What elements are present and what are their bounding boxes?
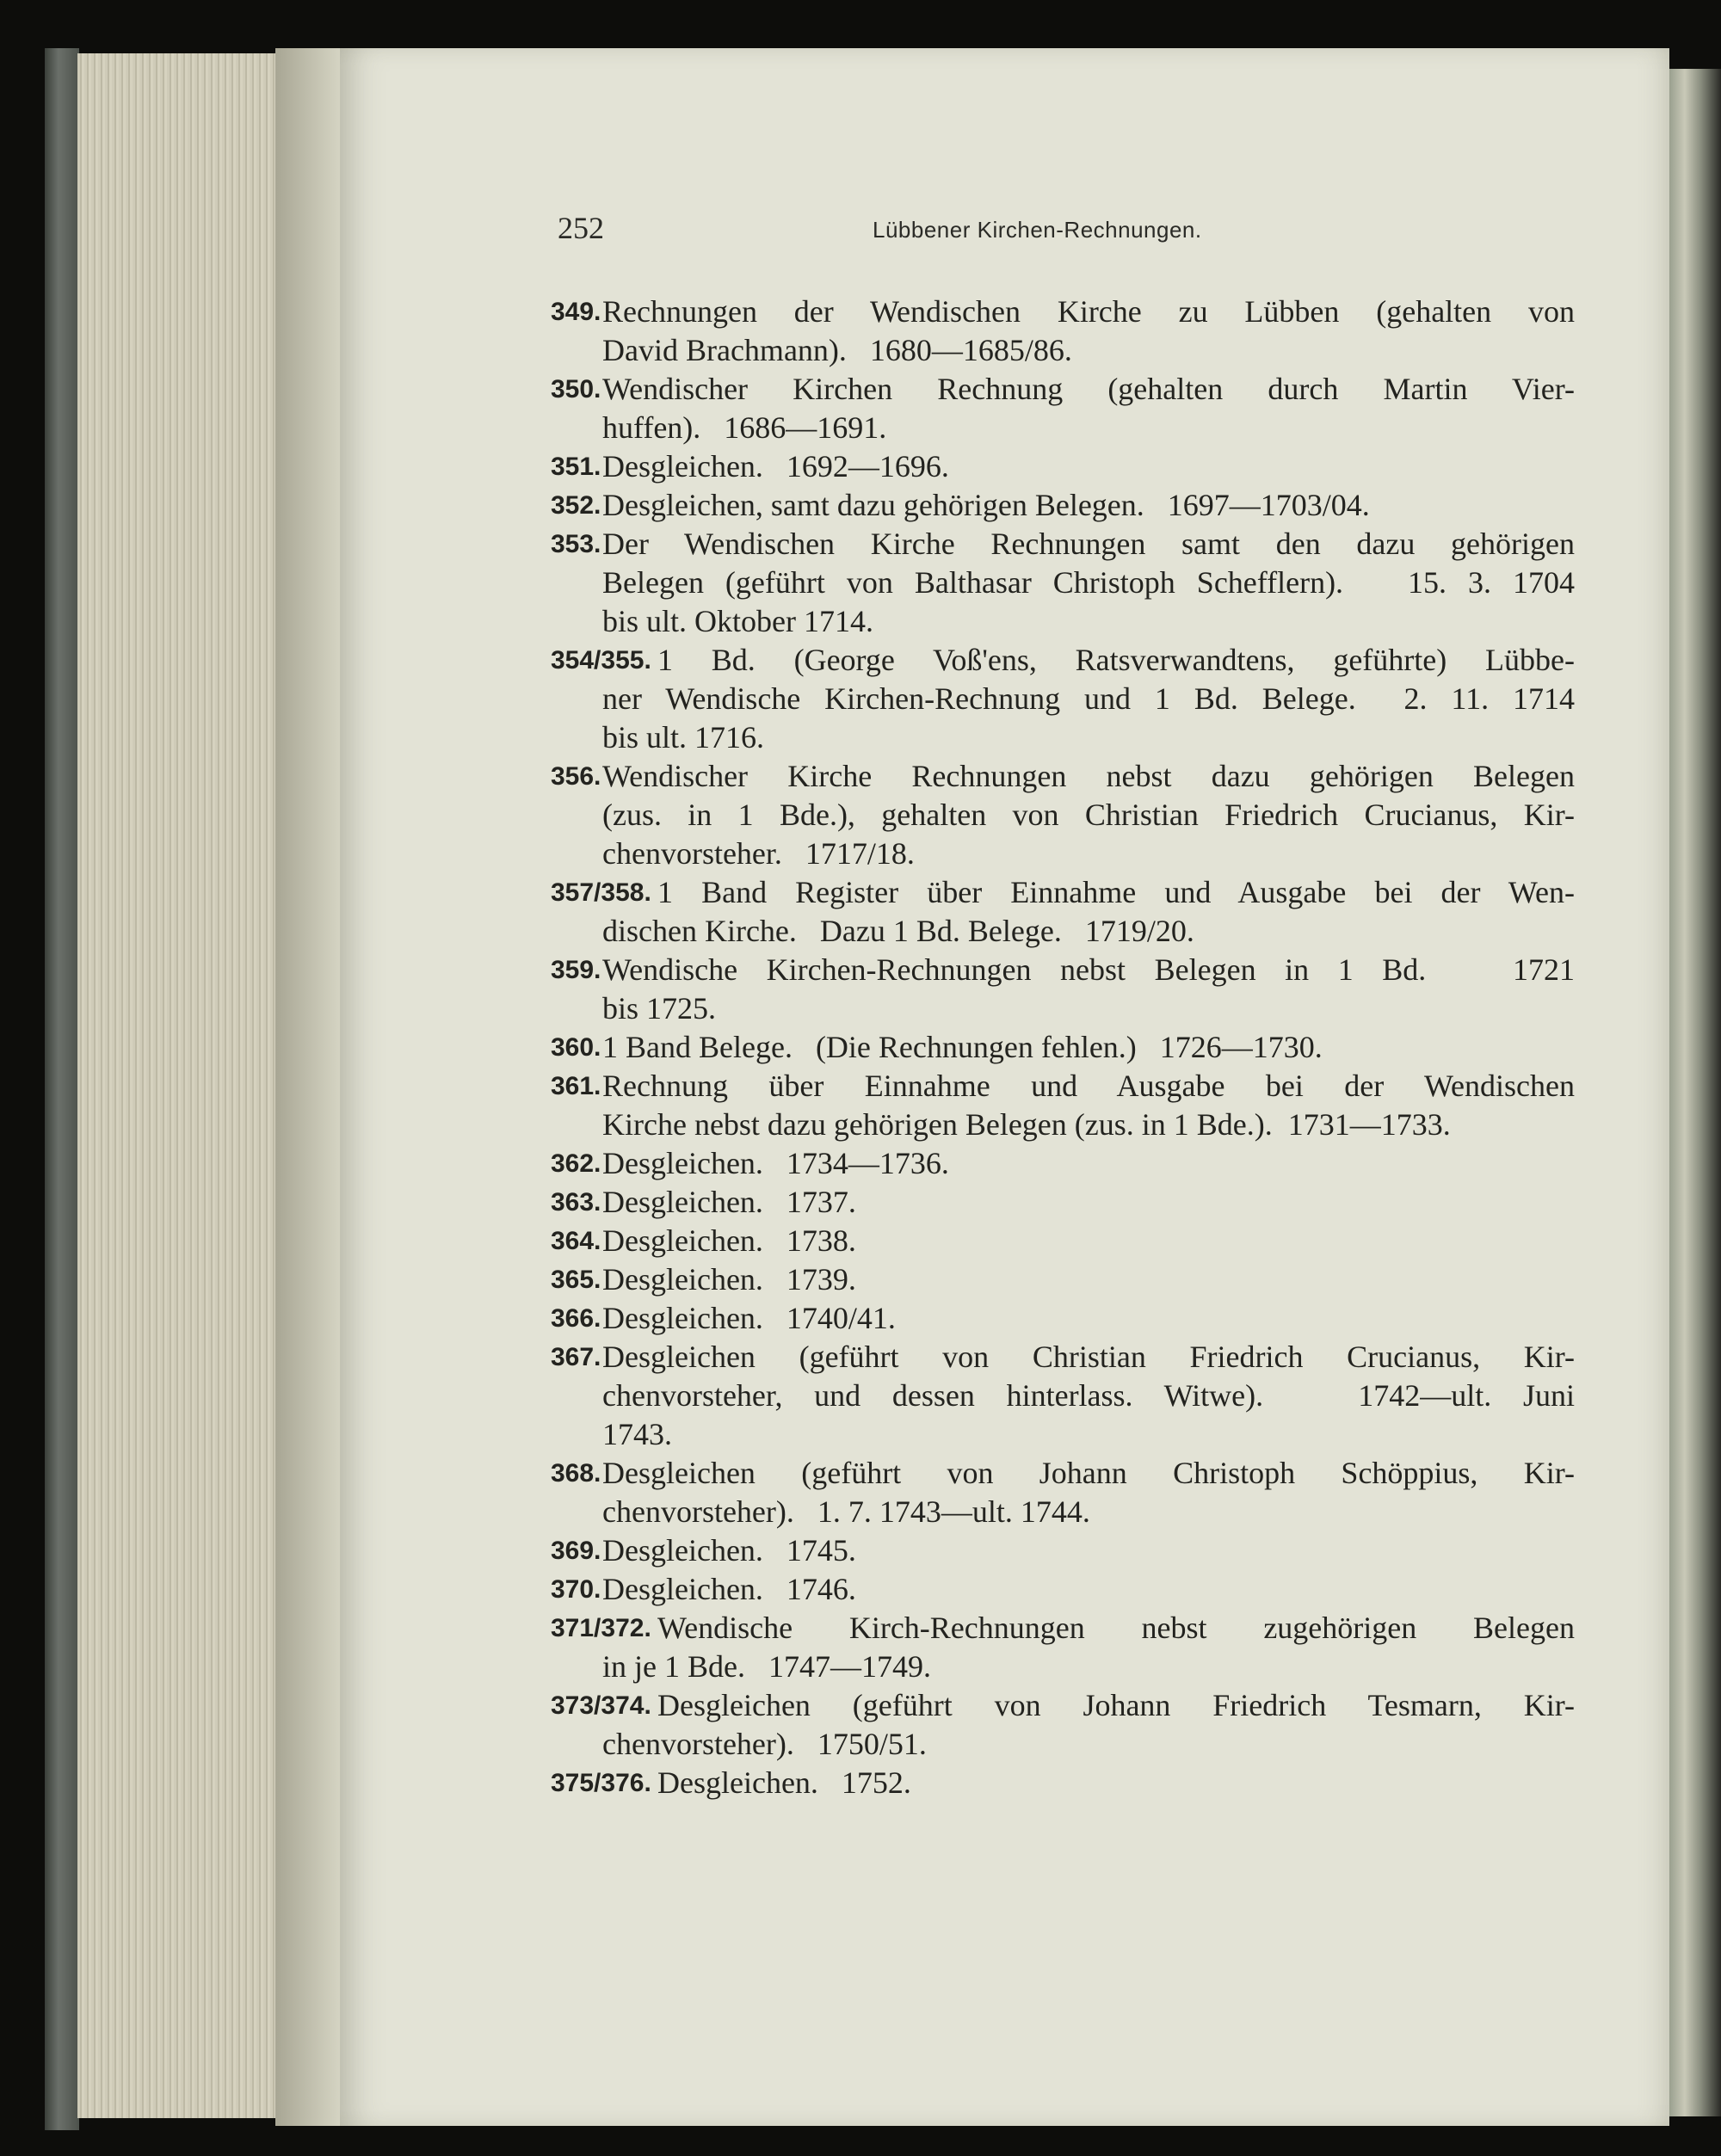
list-item	[551, 1183, 1575, 1222]
list-item	[551, 757, 1575, 873]
entry-text-line: bis 1725.	[602, 991, 717, 1026]
entry-number: 352.	[551, 491, 601, 520]
entry-number: 354/355.	[551, 646, 651, 675]
entry-number: 359.	[551, 956, 601, 984]
entry-text-line: Desgleichen (geführt von Johann Friedrich Tesmarn, Kir-	[657, 1688, 1575, 1722]
list-item	[551, 1454, 1575, 1531]
list-item	[551, 873, 1575, 951]
entry-text-line: Kirche nebst dazu gehörigen Belegen (zus. in 1 Bde.). 1731—1733.	[602, 1107, 1451, 1142]
entry-number: 356.	[551, 762, 601, 791]
entry-text-line: Desgleichen, samt dazu gehörigen Belegen. 1697—1703/04.	[602, 488, 1370, 522]
page-number: 252	[558, 211, 604, 245]
entry-text-line: 1 Bd. (George Voß'ens, Ratsverwandtens, geführte) Lübbe-	[657, 643, 1575, 677]
entry-number: 371/372.	[551, 1614, 651, 1642]
list-item	[551, 1570, 1575, 1609]
list-item	[551, 1067, 1575, 1144]
entry-number: 373/374.	[551, 1691, 651, 1720]
entry-number: 362.	[551, 1149, 601, 1178]
entry-text-line: Wendische Kirchen-Rechnungen nebst Belegen in 1 Bd. 1721	[602, 952, 1575, 987]
entry-number: 375/376.	[551, 1769, 651, 1797]
entry-number: 349.	[551, 298, 601, 326]
entry-text-line: Desgleichen. 1737.	[602, 1185, 856, 1219]
list-item	[551, 1299, 1575, 1338]
entry-number: 366.	[551, 1304, 601, 1333]
running-title: Lübbener Kirchen-Rechnungen.	[873, 217, 1202, 243]
list-item	[551, 641, 1575, 757]
entry-number: 363.	[551, 1188, 601, 1217]
page-edges	[77, 53, 301, 2118]
entry-text-line: Der Wendischen Kirche Rechnungen samt den dazu gehörigen	[602, 527, 1575, 561]
facing-page-edge	[1669, 69, 1721, 2116]
entry-text-line: bis ult. 1716.	[602, 720, 765, 755]
list-item	[551, 1609, 1575, 1686]
entry-text-line: 1743.	[602, 1417, 672, 1451]
entry-text-line: Desgleichen. 1740/41.	[602, 1301, 896, 1335]
entry-text-line: Wendischer Kirchen Rechnung (gehalten durch Martin Vier-	[602, 372, 1575, 406]
list-item	[551, 486, 1575, 525]
entry-text-line: David Brachmann). 1680—1685/86.	[602, 333, 1072, 367]
entry-text-line: Rechnung über Einnahme und Ausgabe bei der Wendischen	[602, 1069, 1575, 1103]
entry-text-line: Desgleichen (geführt von Johann Christoph Schöppius, Kir-	[602, 1456, 1575, 1490]
entry-number: 350.	[551, 375, 601, 403]
list-item	[551, 1764, 1575, 1802]
book-binding	[45, 48, 79, 2130]
entry-number: 361.	[551, 1072, 601, 1100]
list-item	[551, 1144, 1575, 1183]
entry-text-line: chenvorsteher). 1750/51.	[602, 1727, 927, 1761]
list-item	[551, 1686, 1575, 1764]
list-item	[551, 525, 1575, 641]
entry-text-line: 1 Band Register über Einnahme und Ausgabe bei der Wen-	[657, 875, 1575, 909]
entry-text-line: chenvorsteher. 1717/18.	[602, 836, 915, 871]
entry-number: 369.	[551, 1537, 601, 1565]
entry-number: 370.	[551, 1575, 601, 1604]
entry-text-line: Rechnungen der Wendischen Kirche zu Lübben (gehalten von	[602, 294, 1575, 329]
list-item	[551, 1338, 1575, 1454]
entry-text-line: Desgleichen. 1692—1696.	[602, 449, 949, 484]
entry-text-line: Desgleichen (geführt von Christian Friedrich Crucianus, Kir-	[602, 1340, 1575, 1374]
entry-text-line: Desgleichen. 1738.	[602, 1223, 856, 1258]
entry-number: 357/358.	[551, 878, 651, 907]
entry-text-line: huffen). 1686—1691.	[602, 410, 887, 445]
entry-text-line: ner Wendische Kirchen-Rechnung und 1 Bd. Belege. 2. 11. 1714	[602, 681, 1575, 716]
entry-text-line: in je 1 Bde. 1747—1749.	[602, 1649, 931, 1684]
entry-number: 353.	[551, 530, 601, 558]
entry-text-line: Belegen (geführt von Balthasar Christoph Schefflern). 15. 3. 1704	[602, 565, 1575, 600]
entry-text-line: chenvorsteher). 1. 7. 1743—ult. 1744.	[602, 1494, 1090, 1529]
entry-number: 364.	[551, 1227, 601, 1255]
entry-text-line: Wendische Kirch-Rechnungen nebst zugehörigen Belegen	[657, 1611, 1575, 1645]
entry-text-line: Desgleichen. 1745.	[602, 1533, 856, 1568]
entry-number: 360.	[551, 1033, 601, 1062]
entry-number: 367.	[551, 1343, 601, 1371]
entry-text-line: Desgleichen. 1739.	[602, 1262, 856, 1297]
entry-text-line: 1 Band Belege. (Die Rechnungen fehlen.) 1726—1730.	[602, 1030, 1323, 1064]
entry-number: 351.	[551, 453, 601, 481]
list-item	[551, 370, 1575, 447]
list-item	[551, 1531, 1575, 1570]
entry-number: 368.	[551, 1459, 601, 1488]
list-item	[551, 447, 1575, 486]
entry-text-line: (zus. in 1 Bde.), gehalten von Christian Friedrich Crucianus, Kir-	[602, 798, 1575, 832]
entry-number: 365.	[551, 1266, 601, 1294]
entry-text-line: chenvorsteher, und dessen hinterlass. Witwe). 1742—ult. Juni	[602, 1378, 1575, 1413]
entry-list	[551, 293, 1575, 1802]
list-item	[551, 1222, 1575, 1260]
entry-text-line: Desgleichen. 1752.	[657, 1765, 911, 1800]
gutter	[275, 48, 344, 2126]
list-item	[551, 951, 1575, 1028]
entry-text-line: bis ult. Oktober 1714.	[602, 604, 873, 638]
list-item	[551, 1260, 1575, 1299]
entry-text-line: Desgleichen. 1746.	[602, 1572, 856, 1606]
entry-text-line: Desgleichen. 1734—1736.	[602, 1146, 949, 1180]
entry-text-line: Wendischer Kirche Rechnungen nebst dazu gehörigen Belegen	[602, 759, 1575, 793]
list-item	[551, 1028, 1575, 1067]
entry-text-line: dischen Kirche. Dazu 1 Bd. Belege. 1719/20.	[602, 914, 1194, 948]
list-item	[551, 293, 1575, 370]
